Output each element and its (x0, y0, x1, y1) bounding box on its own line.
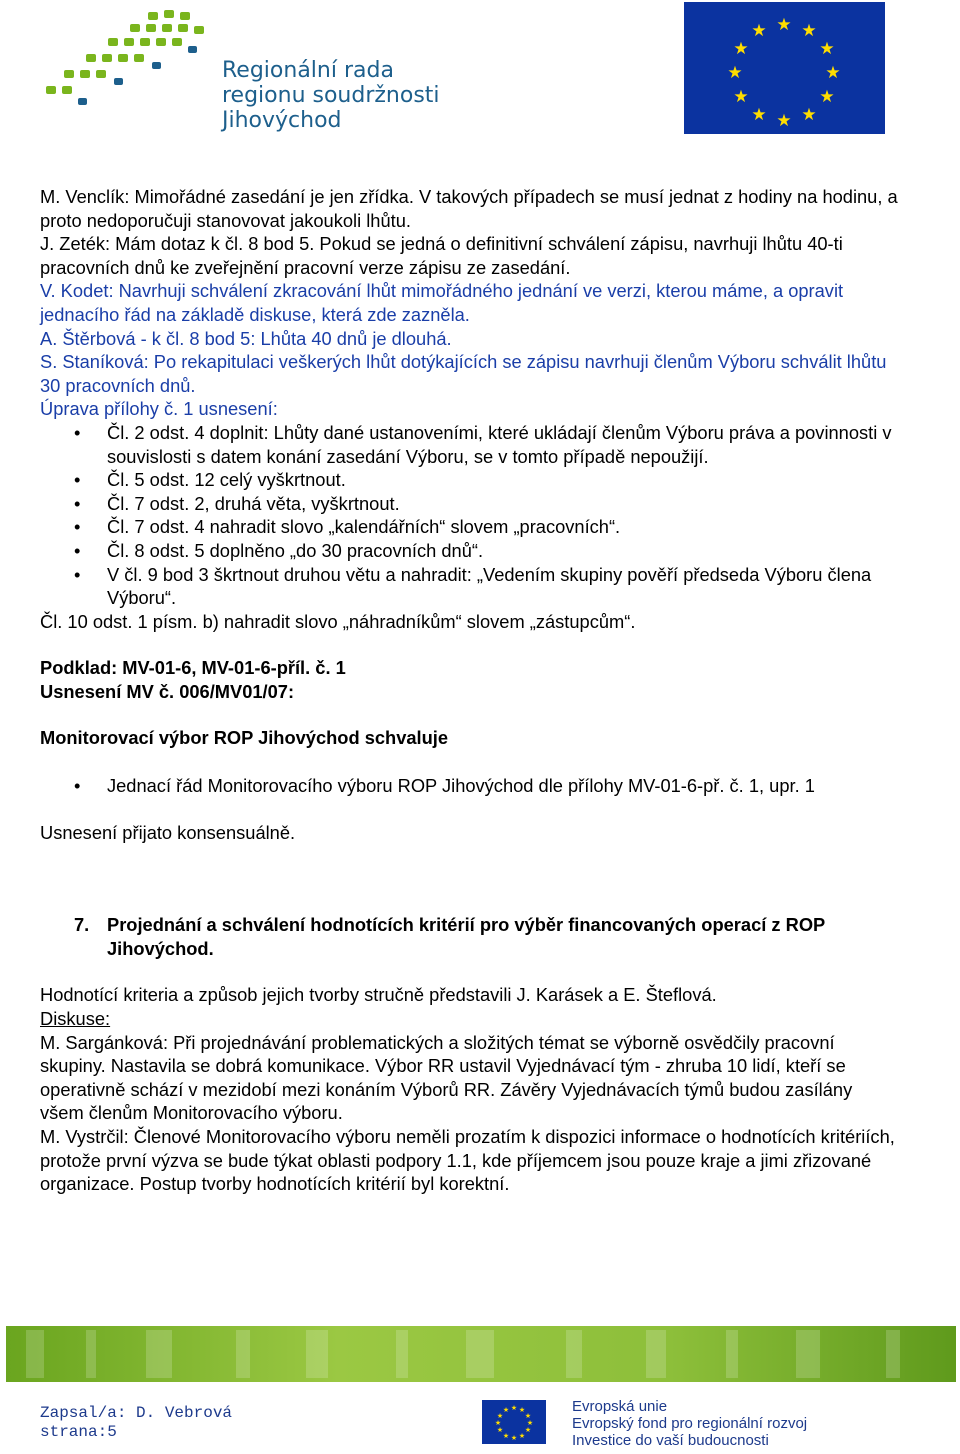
svg-text:★: ★ (518, 1406, 526, 1414)
article-10-change: Čl. 10 odst. 1 písm. b) nahradit slovo „náhradníkům“ slovem „zástupcům“. (40, 610, 636, 632)
list-item: • V čl. 9 bod 3 škrtnout druhou větu a nahradit: „Vedením skupiny pověří předseda Výboru člena Výboru“. (40, 563, 900, 610)
venclik-paragraph: M. Venclík: Mimořádné zasedání je jen zřídka. V takových případech se musí jednat z hodiny na hodinu, a proto nedoporučuji stanovovat jakoukoli lhůtu. (40, 186, 898, 231)
svg-text:★: ★ (776, 15, 792, 35)
eu-fund-label (572, 1398, 807, 1449)
svg-text:★: ★ (819, 39, 835, 59)
svg-text:★: ★ (496, 1412, 504, 1420)
svg-text:★: ★ (801, 105, 817, 125)
logo-mark-icon (38, 6, 228, 126)
section-7-heading (40, 913, 900, 960)
discussion-label: Diskuse: (40, 1008, 111, 1030)
svg-text:★: ★ (825, 63, 841, 83)
eu-line-1: Evropská unie (572, 1398, 668, 1415)
logo-line-3: Jihovýchod (222, 108, 342, 133)
svg-text:★: ★ (510, 1434, 518, 1442)
list-item: • Čl. 2 odst. 4 doplnit: Lhůty dané ustanoveními, které ukládají členům Výboru práva a povinnosti v souvislosti s datem konání zasedání Výboru, se v tomto případě nepoužijí. (40, 421, 900, 468)
svg-text:★: ★ (524, 1412, 532, 1420)
podklad-line: Podklad: MV-01-6, MV-01-6-příl. č. 1 (40, 657, 346, 679)
list-item: • Čl. 5 odst. 12 celý vyškrtnout. (40, 468, 900, 492)
stanikova-paragraph: S. Staníková: Po rekapitulaci veškerých lhůt dotýkajících se zápisu navrhuji členům Výboru schválit lhůtu 30 pracovních dnů. (40, 351, 887, 396)
svg-text:★: ★ (496, 1426, 504, 1434)
svg-text:★: ★ (751, 21, 767, 41)
svg-text:★: ★ (502, 1406, 510, 1414)
regional-council-logo (38, 6, 458, 144)
svg-text:★: ★ (518, 1432, 526, 1440)
presented-line: Hodnotící kriteria a způsob jejich tvorby stručně představili J. Karásek a E. Šteflová. (40, 984, 717, 1006)
eu-flag-small-icon (482, 1400, 546, 1444)
section-title: Projednání a schválení hodnotících kritérií pro výběr financovaných operací z ROP Jihovýchod. (107, 914, 825, 959)
svg-text:★: ★ (502, 1432, 510, 1440)
section-number: 7. (74, 914, 90, 936)
page-number: strana:5 (40, 1423, 117, 1441)
svg-text:★: ★ (494, 1419, 502, 1427)
sargankova-paragraph: M. Sargánková: Při projednávání problematických a složitých témat se výborně osvědčily pracovní skupiny. Nastavila se dobrá komunikace. Výbor RR ustavil Vyjednávací tým - zhruba 10 lidí, kteří se operativně schází v mezidobí mezi konáním Výborů RR. Závěry Vyjednávacích týmů budou zasílány všem členům Monitorovacího výboru. (40, 1031, 853, 1124)
minutes-body (40, 185, 900, 1196)
resolution-title: Usnesení MV č. 006/MV01/07: (40, 680, 295, 702)
footer-decorative-strip (6, 1326, 956, 1382)
zetek-paragraph: J. Zeték: Mám dotaz k čl. 8 bod 5. Pokud se jedná o definitivní schválení zápisu, navrhuji lhůtu 40-ti pracovních dnů ke zveřejnění pracovní verze zápisu ze zasedání. (40, 233, 843, 278)
resolution-list (40, 774, 900, 798)
logo-line-2: regionu soudržnosti (222, 83, 440, 108)
kodet-paragraph: V. Kodet: Navrhuji schválení zkracování lhůt mimořádného jednání ve verzi, kterou máme, a opravit jednacího řád na základě diskuse, která zde zazněla. (40, 280, 844, 325)
vystrcil-paragraph: M. Vystrčil: Členové Monitorovacího výboru neměli prozatím k dispozici informace o hodnotících kritériích, protože první výzva se bude týkat oblasti podpory 1.1, kde příjemcem jsou pouze kraje a jimi zřizované organizace. Postup tvorby hodnotících kritérií byl korektní. (40, 1126, 895, 1195)
eu-line-2: Evropský fond pro regionální rozvoj (572, 1415, 808, 1432)
eu-line-3: Investice do vaší budoucnosti (572, 1432, 769, 1449)
svg-text:★: ★ (819, 87, 835, 107)
change-list (40, 421, 900, 610)
svg-text:★: ★ (776, 111, 792, 131)
svg-text:★: ★ (526, 1419, 534, 1427)
svg-text:★: ★ (733, 87, 749, 107)
page-header (0, 0, 960, 150)
footer-author-block (40, 1404, 232, 1442)
svg-text:★: ★ (751, 105, 767, 125)
svg-text:★: ★ (733, 39, 749, 59)
list-item: • Čl. 7 odst. 4 nahradit slovo „kalendářních“ slovem „pracovních“. (40, 515, 900, 539)
logo-line-1: Regionální rada (222, 58, 394, 83)
consensus-line: Usnesení přijato konsensuálně. (40, 821, 296, 843)
svg-text:★: ★ (727, 63, 743, 83)
page-footer (0, 1326, 960, 1454)
eu-flag-icon (684, 2, 885, 134)
list-item: • Čl. 7 odst. 2, druhá věta, vyškrtnout. (40, 492, 900, 516)
svg-text:★: ★ (510, 1404, 518, 1412)
annex-change-heading: Úprava přílohy č. 1 usnesení: (40, 398, 278, 420)
list-item: • Jednací řád Monitorovacího výboru ROP Jihovýchod dle přílohy MV-01-6-př. č. 1, upr. 1 (40, 774, 900, 798)
list-item: • Čl. 8 odst. 5 doplněno „do 30 pracovních dnů“. (40, 539, 900, 563)
svg-text:★: ★ (524, 1426, 532, 1434)
svg-text:★: ★ (801, 21, 817, 41)
sterbova-paragraph: A. Štěrbová - k čl. 8 bod 5: Lhůta 40 dnů je dlouhá. (40, 327, 452, 349)
author-line: Zapsal/a: D. Vebrová (40, 1404, 233, 1422)
committee-approves: Monitorovací výbor ROP Jihovýchod schvaluje (40, 727, 449, 749)
